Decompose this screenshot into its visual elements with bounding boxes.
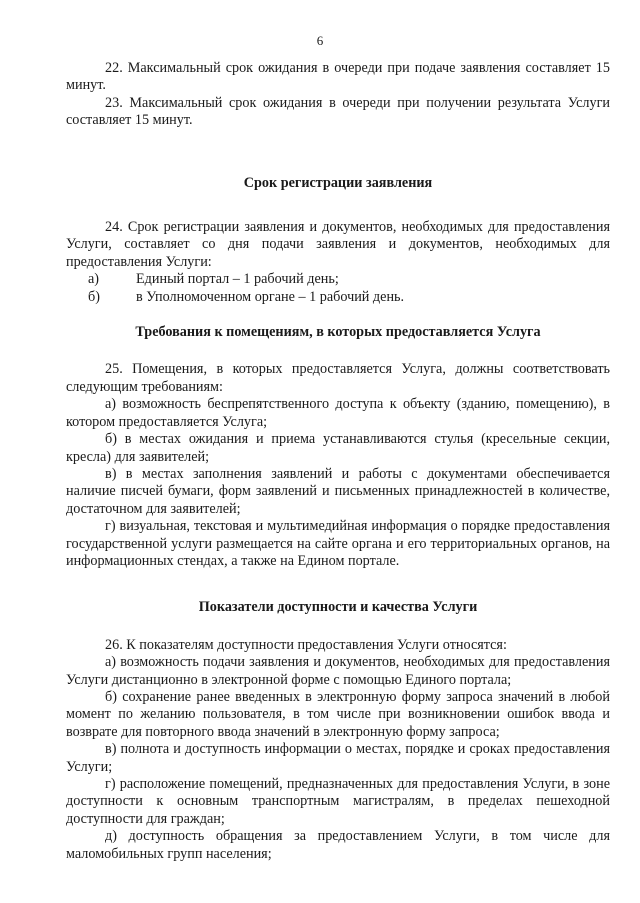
paragraph-26b: б) сохранение ранее введенных в электронную форму запроса значений в любой момент по желанию пользователя, в том числе при возникновении ошибок ввода и возврате для повторного ввода значений в электронную форму запроса;	[66, 688, 610, 740]
list-text: в Уполномоченном органе – 1 рабочий день.	[136, 288, 405, 305]
paragraph-22: 22. Максимальный срок ожидания в очереди при подаче заявления составляет 15 минут.	[66, 60, 610, 94]
list-item-24a	[66, 271, 610, 288]
paragraph-25b: б) в местах ожидания и приема устанавливаются стулья (кресельные секции, кресла) для заявителей;	[66, 431, 610, 465]
list-marker: б)	[88, 288, 100, 305]
list-marker: а)	[88, 271, 100, 288]
list-text: Единый портал – 1 рабочий день;	[136, 271, 339, 288]
paragraph-23: 23. Максимальный срок ожидания в очереди при получении результата Услуги составляет 15 минут.	[66, 94, 610, 129]
paragraph-25a: а) возможность беспрепятственного доступа к объекту (зданию, помещению), в котором предоставляется Услуга;	[66, 396, 610, 430]
page-content	[66, 60, 610, 863]
heading-registration-term: Срок регистрации заявления	[243, 174, 433, 191]
list-item-24b	[66, 289, 610, 306]
heading-accessibility-quality: Показатели доступности и качества Услуги	[198, 599, 478, 616]
paragraph-24: 24. Срок регистрации заявления и документов, необходимых для предоставления Услуги, составляет со дня подачи заявления и документов, необходимых для предоставления Услуги:	[66, 219, 610, 270]
paragraph-26: 26. К показателям доступности предоставления Услуги относятся:	[105, 636, 507, 653]
paragraph-26a: а) возможность подачи заявления и документов, необходимых для предоставления Услуги дистанционно в электронной форме с помощью Единого портала;	[66, 654, 610, 688]
heading-premises-requirements: Требования к помещениям, в которых предоставляется Услуга	[135, 324, 541, 341]
paragraph-25g: г) визуальная, текстовая и мультимедийная информация о порядке предоставления государственной услуги размещается на сайте органа и его территориальных органов, на информационных стендах, а также на Едином портале.	[66, 518, 610, 569]
paragraph-25: 25. Помещения, в которых предоставляется Услуга, должны соответствовать следующим требованиям:	[66, 361, 610, 395]
paragraph-26v: в) полнота и доступность информации о местах, порядке и сроках предоставления Услуги;	[66, 741, 610, 775]
page-number: 6	[316, 33, 324, 48]
paragraph-26g: г) расположение помещений, предназначенных для предоставления Услуги, в зоне доступности к основным транспортным магистралям, в пределах пешеходной доступности для граждан;	[66, 776, 610, 827]
paragraph-25v: в) в местах заполнения заявлений и работы с документами обеспечивается наличие писчей бумаги, форм заявлений и письменных принадлежностей в количестве, достаточном для заявителей;	[66, 465, 610, 517]
paragraph-26d: д) доступность обращения за предоставлением Услуги, в том числе для маломобильных групп населения;	[66, 828, 610, 862]
